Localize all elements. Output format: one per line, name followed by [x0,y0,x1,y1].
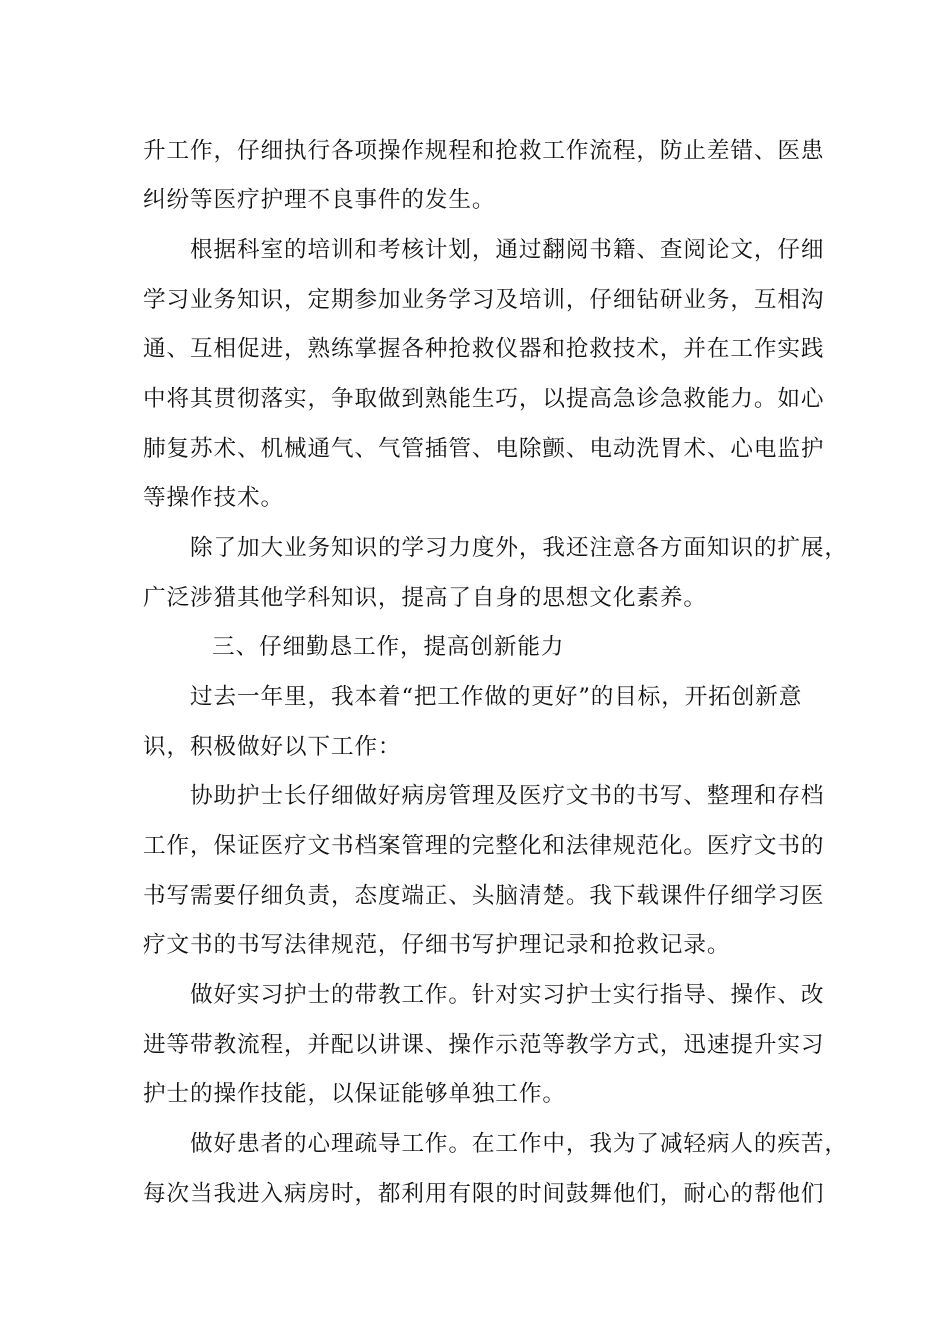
paragraph-first-line: 协助护士长仔细做好病房管理及医疗文书的书写、整理和存档 [190,783,825,809]
section-heading: 三、仔细勤恳工作，提高创新能力 [212,634,565,660]
text-line: 纠纷等医疗护理不良事件的发生。 [143,187,496,213]
text-line: 每次当我进入病房时，都利用有限的时间鼓舞他们，耐心的帮他们 [143,1181,825,1207]
text-line: 书写需要仔细负责，态度端正、头脑清楚。我下载课件仔细学习医 [143,883,825,909]
text-line: 工作，保证医疗文书档案管理的完整化和法律规范化。医疗文书的 [143,833,825,859]
text-line: 广泛涉猎其他学科知识，提高了自身的思想文化素养。 [143,585,707,611]
text-line: 肺复苏术、机械通气、气管插管、电除颤、电动洗胃术、心电监护 [143,436,825,462]
paragraph-first-line: 根据科室的培训和考核计划，通过翻阅书籍、查阅论文，仔细 [190,237,825,263]
text-line: 识，积极做好以下工作： [143,734,402,760]
text-line: 等操作技术。 [143,485,284,511]
paragraph-first-line: 做好患者的心理疏导工作。在工作中，我为了减轻病人的疾苦， [190,1131,848,1157]
text-line: 中将其贯彻落实，争取做到熟能生巧，以提高急诊急救能力。如心 [143,386,825,412]
text-line: 通、互相促进，熟练掌握各种抢救仪器和抢救技术，并在工作实践 [143,336,825,362]
paragraph-first-line: 除了加大业务知识的学习力度外，我还注意各方面知识的扩展， [190,535,848,561]
paragraph-first-line: 过去一年里，我本着“把工作做的更好”的目标，开拓创新意 [190,684,803,710]
text-line: 学习业务知识，定期参加业务学习及培训，仔细钻研业务，互相沟 [143,287,825,313]
text-line: 疗文书的书写法律规范，仔细书写护理记录和抢救记录。 [143,932,731,958]
paragraph-first-line: 做好实习护士的带教工作。针对实习护士实行指导、操作、改 [190,982,825,1008]
text-line: 升工作，仔细执行各项操作规程和抢救工作流程，防止差错、医患 [143,138,825,164]
text-line: 进等带教流程，并配以讲课、操作示范等教学方式，迅速提升实习 [143,1032,825,1058]
text-line: 护士的操作技能，以保证能够单独工作。 [143,1081,566,1107]
